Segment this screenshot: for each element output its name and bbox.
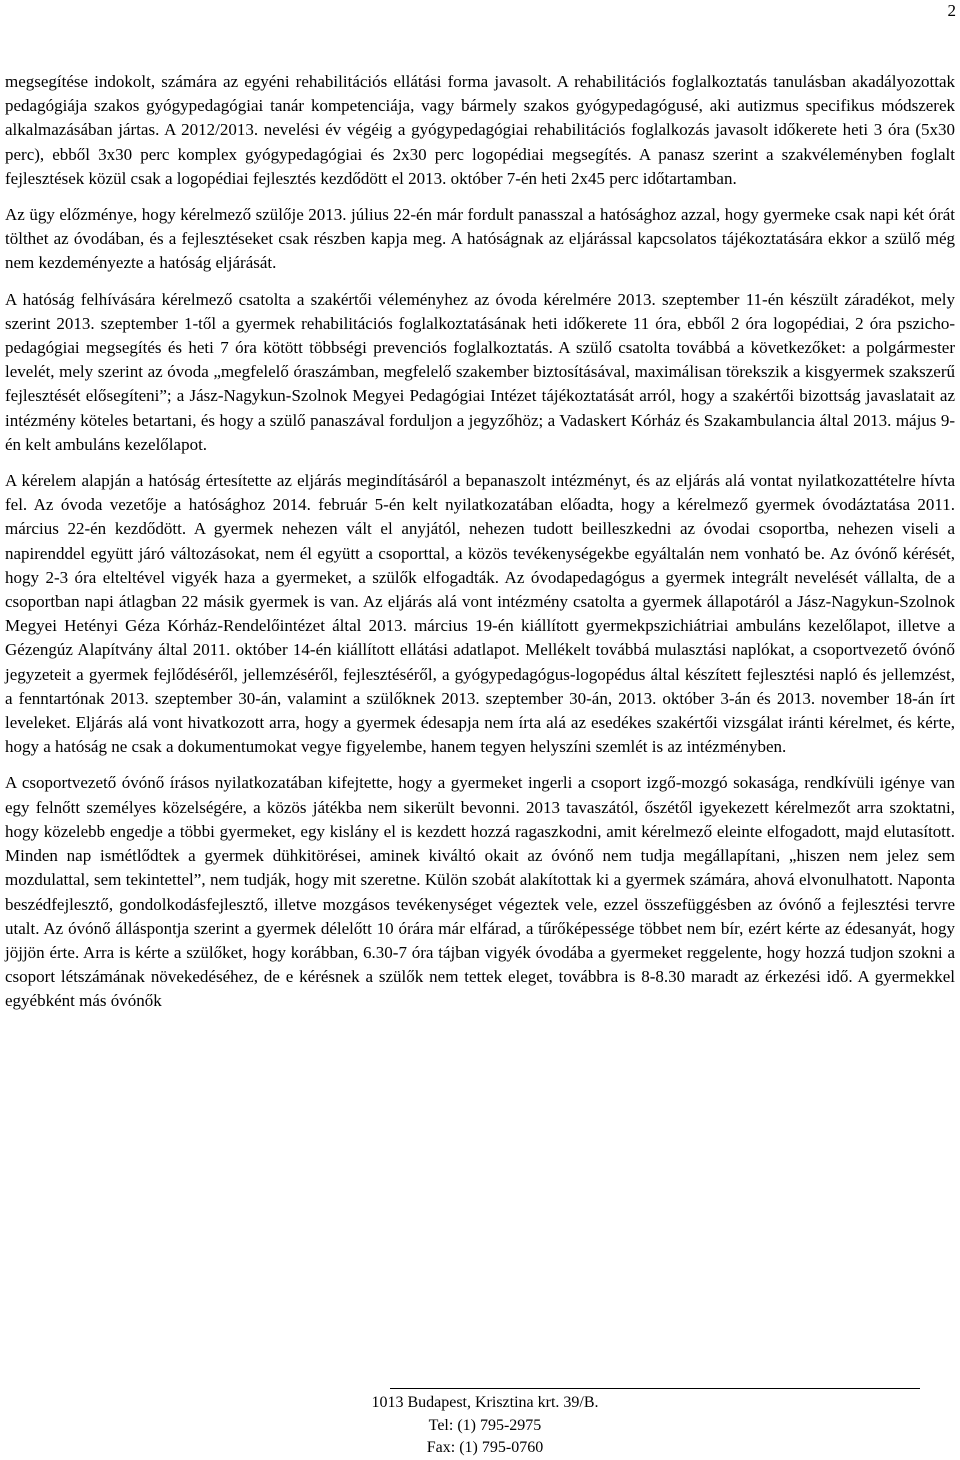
footer-fax: Fax: (1) 795-0760 [426, 1439, 544, 1456]
paragraph-5: A csoportvezető óvónő írásos nyilatkozatában kifejtette, hogy a gyermeket ingerli a csoport izgő-mozgó sokasága, rendkívüli igénye van egy felnőtt személyes közelségére, a közös játékba nem sikerült bevonni. 2013 tavaszától, őszétől igyekezett kérelmezőt arra szoktatni, hogy közelebb engedje a többi gyermeket, egy kislány el is kezdett hozzá ragaszkodni, amit kérelmező eleinte elfogadott, majd elutasított. Minden nap ismétlődtek a gyermek dühkitörései, aminek kiváltó okait az óvónő nem tudja megállapítani, „hiszen nem jelez sem mozdulattal, sem tekintettel”, nem tudják, hogy mit szeretne. Külön szobát alakítottak ki a gyermek számára, ahová elvonulhatott. Naponta beszédfejlesztő, gondolkodásfejlesztő, illetve mozgásos tevékenységet végeztek vele, ezzel összefüggésben az óvónő a fejlesztési tervre utalt. Az óvónő álláspontja szerint a gyermek délelőtt 10 órára már elfárad, a tűrőképessége többet nem bír, ezért kérte az édesanyát, hogy jöjjön érte. Arra is kérte a szülőket, hogy korábban, 6.30-7 óra tájban vigyék óvodába a gyermeket reggelente, hogy hozzá tudjon szokni a csoport létszámának növekedéséhez, de e kérésnek a szülők nem tettek eleget, továbbra is 8-8.30 maradt az érkezési idő. A gyermekkel egyébként más óvónők [5, 773, 955, 1011]
paragraph-4: A kérelem alapján a hatóság értesítette az eljárás megindításáról a bepanaszolt intézményt, és az eljárás alá vontat nyilatkozattételre hívta fel. Az óvoda vezetője a hatósághoz 2014. február 5-én kelt nyilatkozatában előadta, hogy a kérelmező gyermek óvodáztatása 2011. március 22-én kezdődött. A gyermek nehezen vált el anyjától, nehezen tudott beilleszkedni az óvodai csoportba, nehezen viseli a napirenddel együtt járó változásokat, nem él együtt a csoporttal, a közös tevékenységekbe egyáltalán nem vonható be. Az óvónő kérését, hogy 2-3 óra elteltével vigyék haza a gyermeket, a szülők elfogadták. Az óvodapedagógus a gyermek integrált nevelését vállalta, de a csoportban napi átlagban 22 másik gyermek is van. Az eljárás alá vont intézmény csatolta a gyermek állapotáról a Jász-Nagykun-Szolnok Megyei Hetényi Géza Kórház-Rendelőintézet által 2013. március 19-én kiállított gyermekpszichiátriai ambuláns kezelőlapot, illetve a Gézengúz Alapítvány által 2011. október 14-én kiállított ellátási adatlapot. Mellékelt továbbá mulasztási naplókat, a csoportvezető óvónő jegyzeteit a gyermek fejlődéséről, jellemzéséről, fejlesztéséről, a gyógypedagógus-logopédus által készített fejlesztési napló és jellemzést, a fenntartónak 2013. szeptember 30-án, valamint a szülőknek 2013. szeptember 30-án, 2013. október 3-án és 2013. november 18-án írt leveleket. Eljárás alá vont hivatkozott arra, hogy a gyermek édesapja nem írta alá az esedékes szakértői vizsgálat iránti kérelmet, és kérte, hogy a hatóság ne csak a dokumentumokat vegye figyelembe, hanem tegyen helyszíni szemlét is az intézményben. [5, 471, 955, 757]
paragraph-3: A hatóság felhívására kérelmező csatolta a szakértői véleményhez az óvoda kérelmére 2013. szeptember 11-én készült záradékot, mely szerint 2013. szeptember 1-től a gyermek rehabilitációs foglalkoztatásának heti időkerete 11 óra, ebből 2 óra logopédiai, 2 óra pszicho-pedagógiai megsegítés és heti 7 óra kötött többségi prevenciós foglalkoztatás. A szülő csatolta továbbá a következőket: a polgármester levelét, mely szerint az óvoda „megfelelő óraszámban, megfelelő szakember biztosításával, maximálisan törekszik a kisgyermek szakszerű fejlesztését elősegíteni”; a Jász-Nagykun-Szolnok Megyei Pedagógiai Intézet tájékoztatását arról, hogy a szakértői bizottság javaslatait az intézmény köteles betartani, és hogy a szülő panaszával forduljon a jegyzőhöz; a Vadaskert Kórház és Szakambulancia által 2013. május 9-én kelt ambuláns kezelőlapot. [5, 289, 955, 454]
paragraph-2: Az ügy előzménye, hogy kérelmező szülője 2013. július 22-én már fordult panasszal a hatósághoz azzal, hogy gyermeke csak napi két órát tölthet az óvodában, és a fejlesztéseket csak részben kapja meg. A hatóságnak az eljárással kapcsolatos tájékoztatására ekkor a szülő még nem kezdeményezte a hatóság eljárását. [5, 205, 955, 273]
page-number: 2 [947, 1, 956, 20]
footer-address: 1013 Budapest, Krisztina krt. 39/B. [371, 1394, 599, 1411]
page-footer [310, 1392, 660, 1460]
footer-divider [390, 1388, 920, 1389]
document-body [5, 70, 955, 1026]
paragraph-1: megsegítése indokolt, számára az egyéni rehabilitációs ellátási forma javasolt. A rehabilitációs foglalkoztatás tanulásban akadályozottak pedagógiája szakos gyógypedagógiai tanár kompetenciája, vagy bármely szakos gyógypedagógusé, aki autizmus specifikus módszerek alkalmazásában jártas. A 2012/2013. nevelési év végéig a gyógypedagógiai rehabilitációs foglalkozás javasolt időkerete heti 3 óra (5x30 perc), ebből 3x30 perc komplex gyógypedagógiai és 2x30 perc logopédiai megsegítés. A panasz szerint a szakvéleményben foglalt fejlesztések közül csak a logopédiai fejlesztés kezdődött el 2013. október 7-én heti 2x45 perc időtartamban. [5, 72, 955, 188]
footer-phone: Tel: (1) 795-2975 [428, 1416, 542, 1434]
